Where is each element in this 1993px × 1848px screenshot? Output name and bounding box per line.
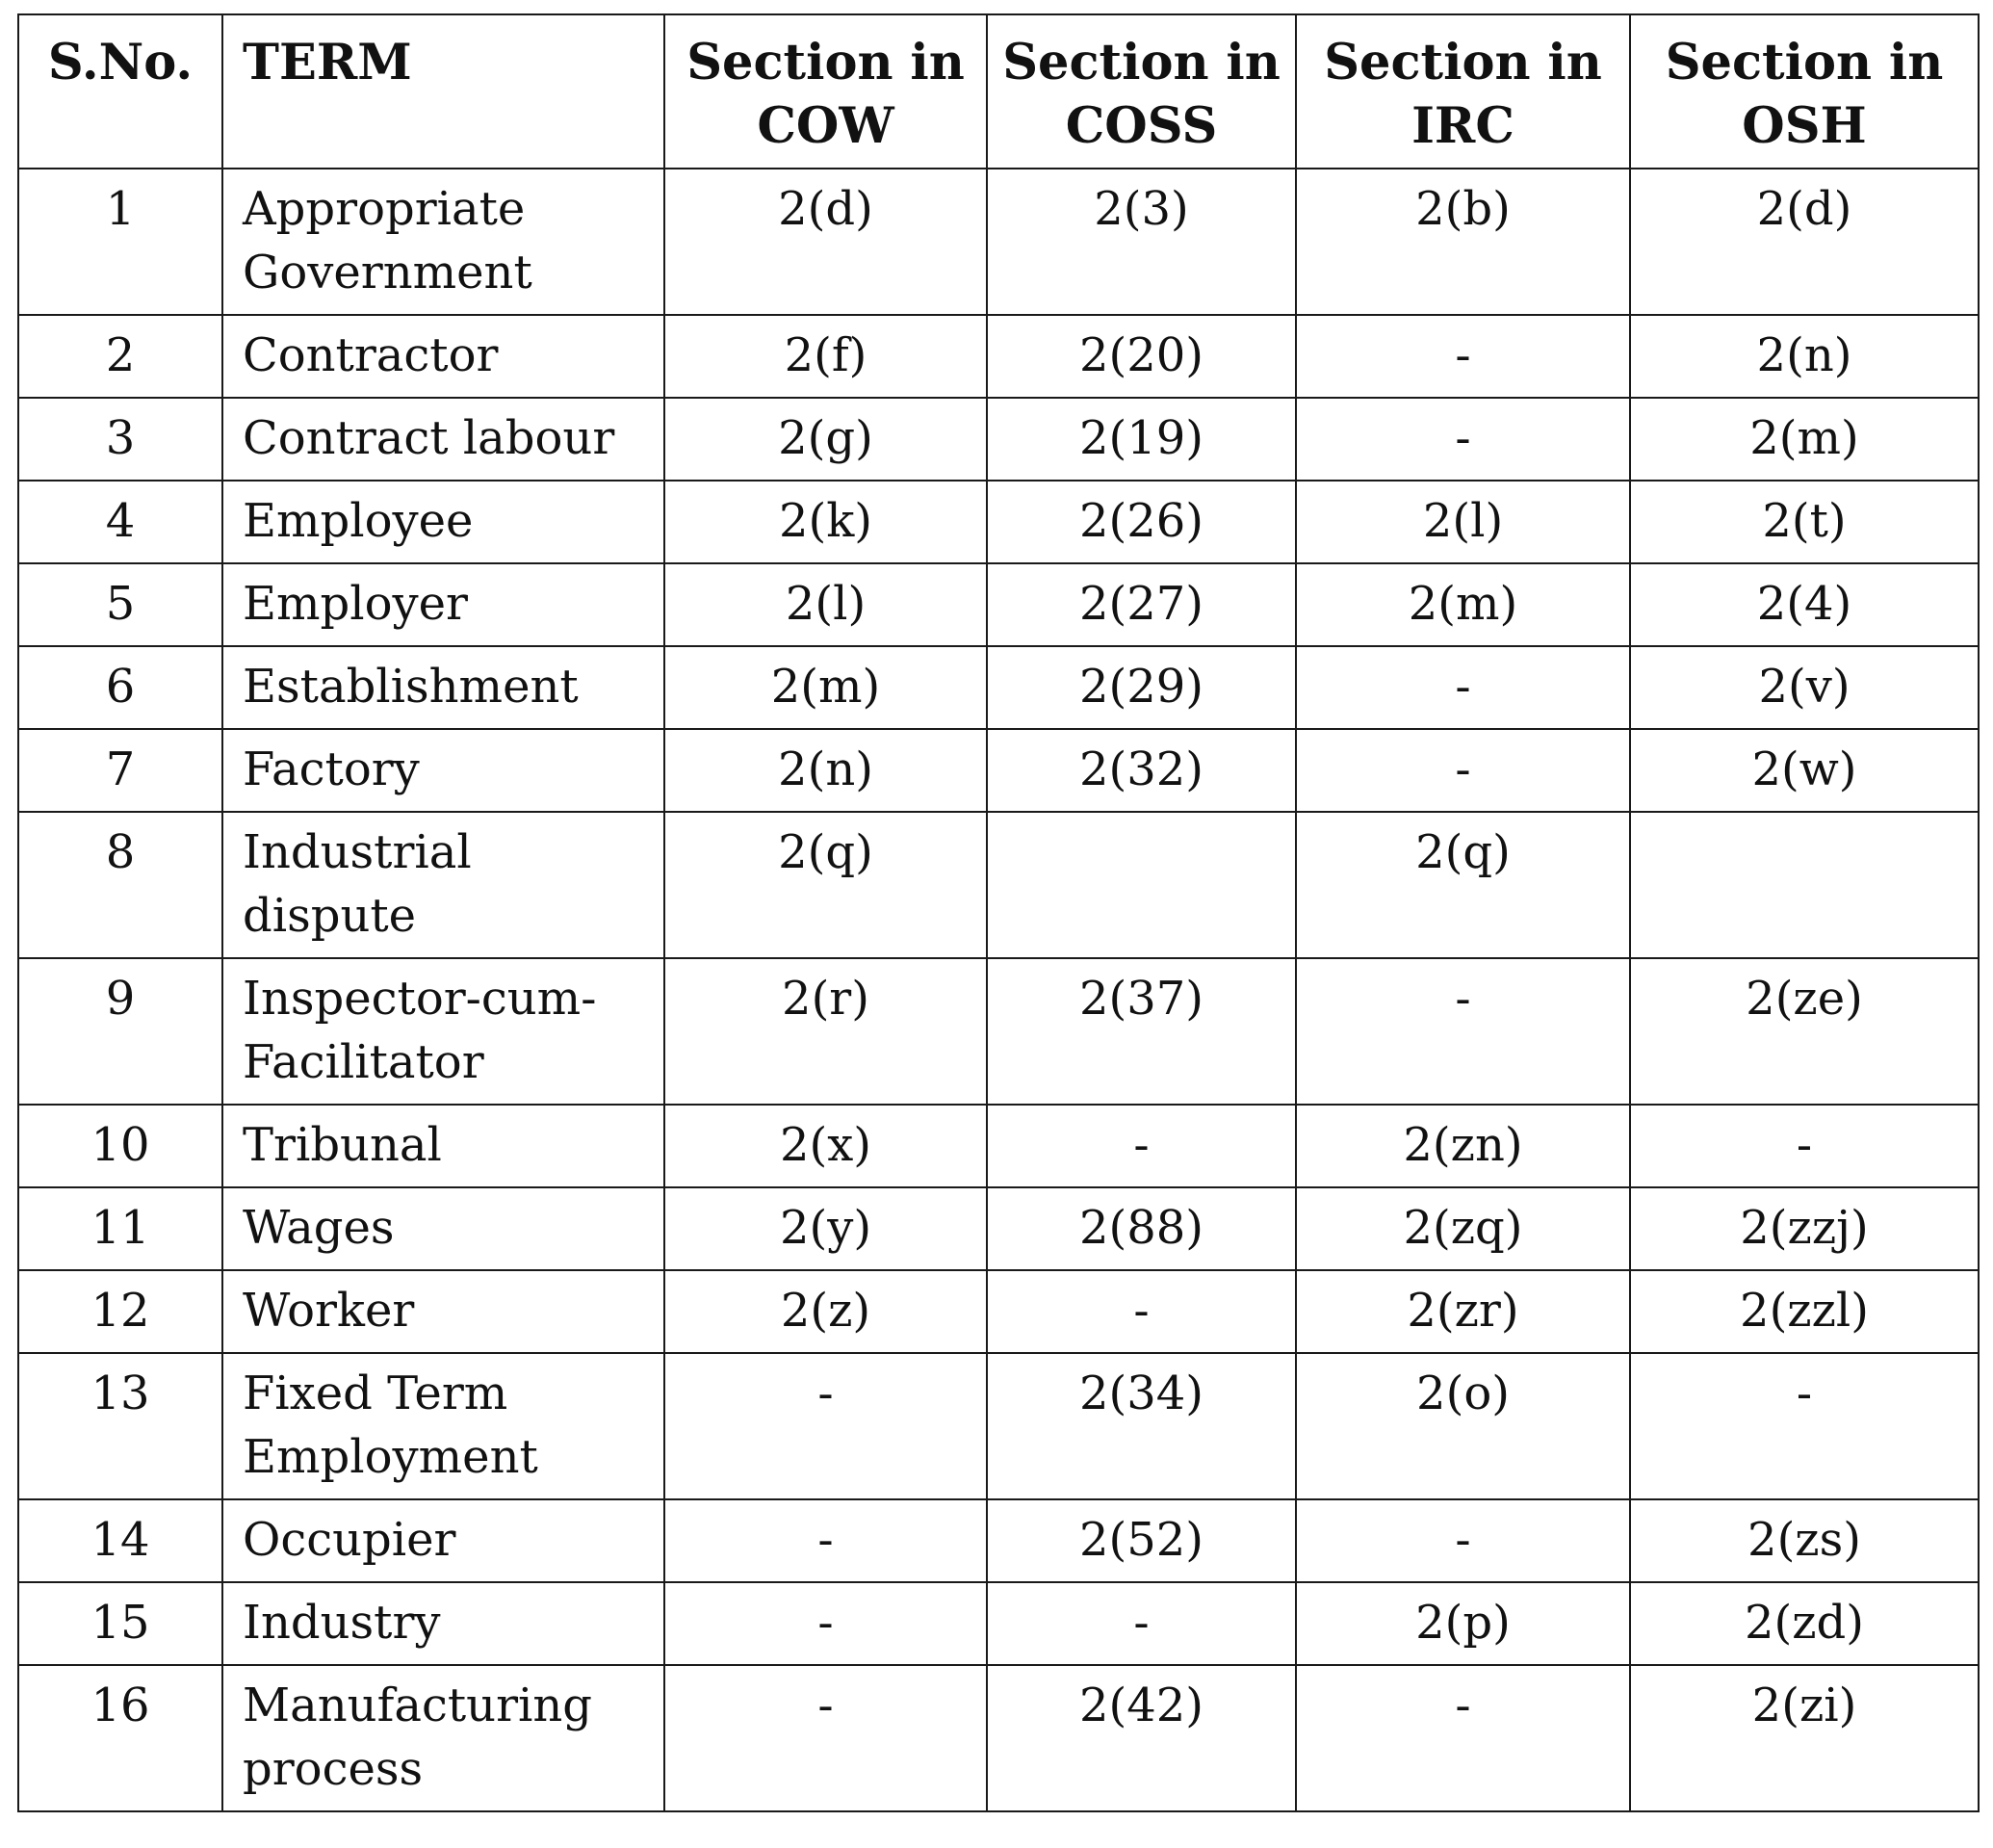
table-row — [18, 729, 1979, 812]
table-row — [18, 169, 1979, 315]
cell-osh: - — [1630, 1353, 1979, 1499]
cell-cow: - — [664, 1665, 987, 1811]
cell-term: Employer — [222, 563, 664, 646]
cell-irc: 2(p) — [1296, 1582, 1630, 1665]
table-row — [18, 398, 1979, 481]
table-row — [18, 481, 1979, 563]
table-row — [18, 315, 1979, 398]
cell-cow: - — [664, 1499, 987, 1582]
cell-irc: - — [1296, 315, 1630, 398]
cell-osh: 2(w) — [1630, 729, 1979, 812]
header-sno: S.No. — [18, 14, 222, 169]
cell-term: Occupier — [222, 1499, 664, 1582]
cell-cow: 2(f) — [664, 315, 987, 398]
cell-sno: 3 — [18, 398, 222, 481]
cell-sno: 16 — [18, 1665, 222, 1811]
table-row — [18, 1353, 1979, 1499]
cell-coss: 2(27) — [987, 563, 1296, 646]
cell-coss: 2(19) — [987, 398, 1296, 481]
cell-sno: 8 — [18, 812, 222, 958]
cell-coss: 2(88) — [987, 1187, 1296, 1270]
cell-coss: 2(32) — [987, 729, 1296, 812]
table-row — [18, 563, 1979, 646]
header-osh: Section in OSH — [1630, 14, 1979, 169]
cell-coss — [987, 812, 1296, 958]
cell-cow: 2(q) — [664, 812, 987, 958]
cell-sno: 6 — [18, 646, 222, 729]
cell-cow: 2(r) — [664, 958, 987, 1105]
cell-irc: - — [1296, 398, 1630, 481]
cell-irc: 2(zq) — [1296, 1187, 1630, 1270]
cell-term: Employee — [222, 481, 664, 563]
cell-term: Inspector-cum-Facilitator — [222, 958, 664, 1105]
cell-osh: 2(zs) — [1630, 1499, 1979, 1582]
cell-term: Contractor — [222, 315, 664, 398]
cell-irc: - — [1296, 958, 1630, 1105]
cell-sno: 4 — [18, 481, 222, 563]
cell-osh: 2(ze) — [1630, 958, 1979, 1105]
cell-irc: 2(q) — [1296, 812, 1630, 958]
cell-sno: 1 — [18, 169, 222, 315]
cell-sno: 5 — [18, 563, 222, 646]
cell-irc: - — [1296, 729, 1630, 812]
cell-irc: - — [1296, 1665, 1630, 1811]
table-row — [18, 1187, 1979, 1270]
cell-irc: 2(zr) — [1296, 1270, 1630, 1353]
cell-term: Factory — [222, 729, 664, 812]
cell-osh — [1630, 812, 1979, 958]
cell-irc: 2(l) — [1296, 481, 1630, 563]
cell-term: Manufacturing process — [222, 1665, 664, 1811]
cell-osh: 2(d) — [1630, 169, 1979, 315]
cell-cow: 2(g) — [664, 398, 987, 481]
cell-cow: - — [664, 1353, 987, 1499]
cell-term: Appropriate Government — [222, 169, 664, 315]
cell-cow: 2(d) — [664, 169, 987, 315]
cell-cow: - — [664, 1582, 987, 1665]
cell-coss: 2(26) — [987, 481, 1296, 563]
cell-sno: 7 — [18, 729, 222, 812]
cell-cow: 2(y) — [664, 1187, 987, 1270]
cell-sno: 13 — [18, 1353, 222, 1499]
cell-osh: 2(zd) — [1630, 1582, 1979, 1665]
table-row — [18, 812, 1979, 958]
cell-irc: - — [1296, 1499, 1630, 1582]
definitions-table — [17, 13, 1980, 1812]
cell-cow: 2(l) — [664, 563, 987, 646]
cell-osh: 2(zzj) — [1630, 1187, 1979, 1270]
cell-cow: 2(z) — [664, 1270, 987, 1353]
cell-cow: 2(k) — [664, 481, 987, 563]
cell-term: Wages — [222, 1187, 664, 1270]
cell-coss: 2(20) — [987, 315, 1296, 398]
cell-coss: - — [987, 1105, 1296, 1187]
cell-term: Contract labour — [222, 398, 664, 481]
table-row — [18, 646, 1979, 729]
cell-cow: 2(n) — [664, 729, 987, 812]
cell-osh: 2(4) — [1630, 563, 1979, 646]
cell-osh: 2(zzl) — [1630, 1270, 1979, 1353]
cell-sno: 11 — [18, 1187, 222, 1270]
cell-osh: 2(v) — [1630, 646, 1979, 729]
cell-coss: 2(37) — [987, 958, 1296, 1105]
cell-term: Industrial dispute — [222, 812, 664, 958]
cell-coss: - — [987, 1270, 1296, 1353]
cell-osh: 2(m) — [1630, 398, 1979, 481]
cell-osh: - — [1630, 1105, 1979, 1187]
cell-term: Tribunal — [222, 1105, 664, 1187]
cell-cow: 2(x) — [664, 1105, 987, 1187]
cell-irc: 2(m) — [1296, 563, 1630, 646]
cell-sno: 10 — [18, 1105, 222, 1187]
cell-irc: 2(o) — [1296, 1353, 1630, 1499]
cell-sno: 2 — [18, 315, 222, 398]
table-row — [18, 1582, 1979, 1665]
cell-osh: 2(zi) — [1630, 1665, 1979, 1811]
cell-sno: 14 — [18, 1499, 222, 1582]
table-row — [18, 1105, 1979, 1187]
cell-cow: 2(m) — [664, 646, 987, 729]
cell-irc: - — [1296, 646, 1630, 729]
cell-osh: 2(t) — [1630, 481, 1979, 563]
cell-sno: 9 — [18, 958, 222, 1105]
cell-term: Fixed Term Employment — [222, 1353, 664, 1499]
cell-term: Worker — [222, 1270, 664, 1353]
cell-sno: 12 — [18, 1270, 222, 1353]
cell-coss: 2(34) — [987, 1353, 1296, 1499]
table-row — [18, 1270, 1979, 1353]
header-irc: Section in IRC — [1296, 14, 1630, 169]
cell-coss: 2(52) — [987, 1499, 1296, 1582]
cell-coss: 2(29) — [987, 646, 1296, 729]
cell-coss: 2(3) — [987, 169, 1296, 315]
header-coss: Section in COSS — [987, 14, 1296, 169]
header-term: TERM — [222, 14, 664, 169]
cell-coss: - — [987, 1582, 1296, 1665]
cell-irc: 2(zn) — [1296, 1105, 1630, 1187]
table-row — [18, 1499, 1979, 1582]
cell-coss: 2(42) — [987, 1665, 1296, 1811]
cell-sno: 15 — [18, 1582, 222, 1665]
cell-term: Establishment — [222, 646, 664, 729]
cell-osh: 2(n) — [1630, 315, 1979, 398]
table-row — [18, 958, 1979, 1105]
header-row — [18, 14, 1979, 169]
cell-irc: 2(b) — [1296, 169, 1630, 315]
table-row — [18, 1665, 1979, 1811]
cell-term: Industry — [222, 1582, 664, 1665]
header-cow: Section in COW — [664, 14, 987, 169]
